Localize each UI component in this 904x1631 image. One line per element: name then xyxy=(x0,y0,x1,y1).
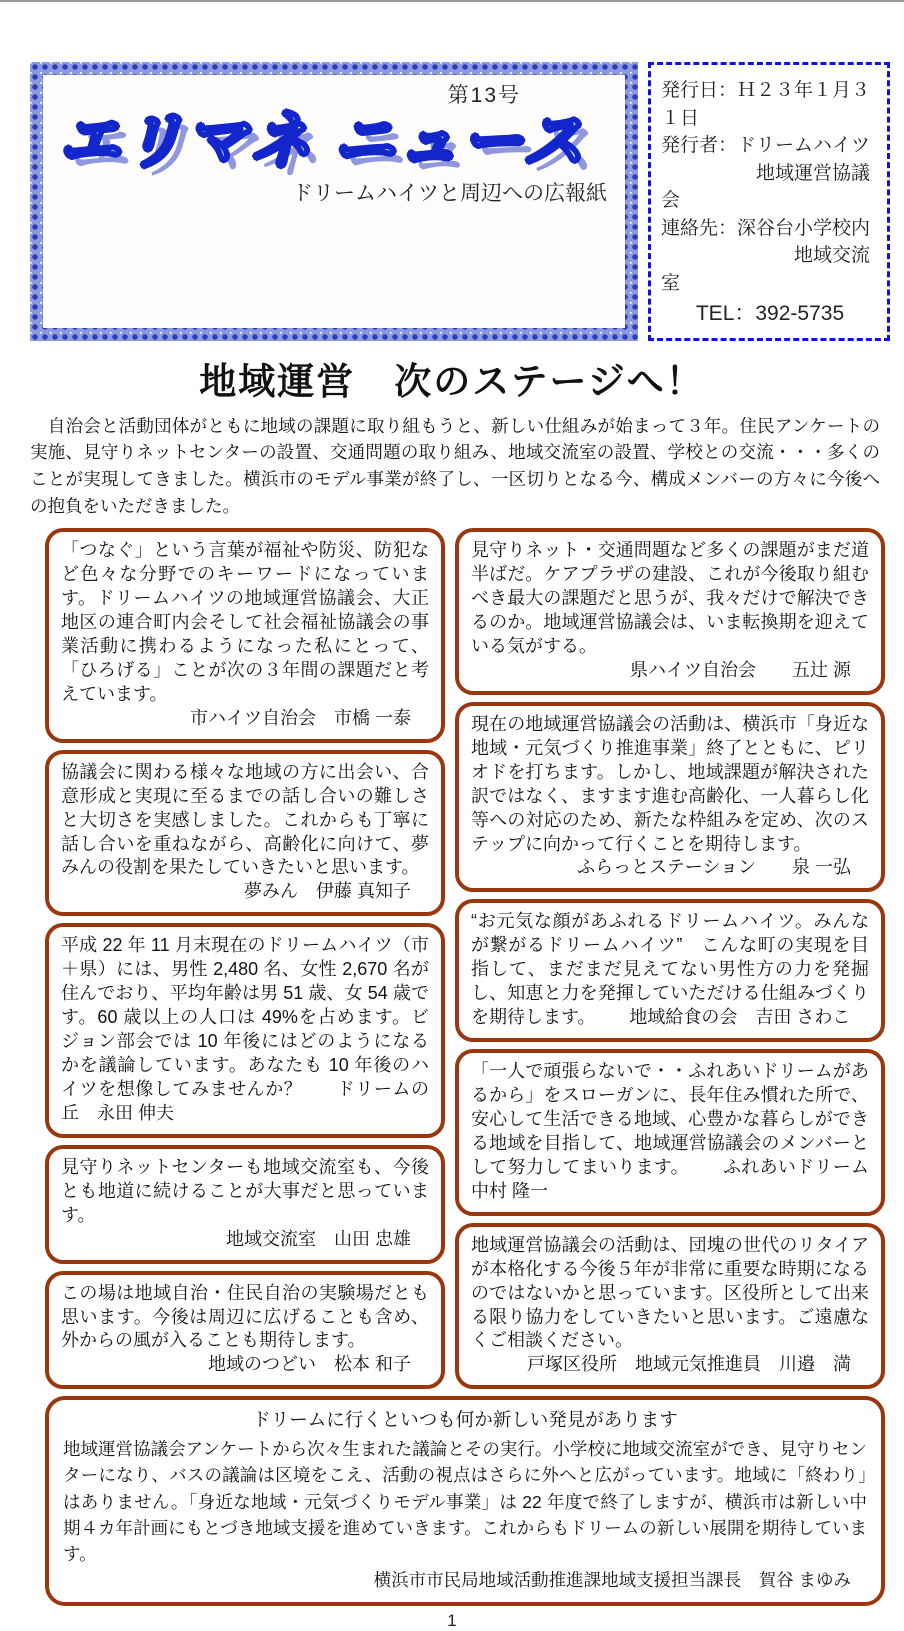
quote-box-yoshida xyxy=(455,899,885,1042)
info-line-issue-date: 発行日：Ｈ２３年１月３１日 xyxy=(661,80,871,129)
page-headline: 地域運営 次のステージへ！ xyxy=(199,360,705,402)
quote-text: 見守りネット・交通問題など多くの課題がまだ道半ばだ。ケアプラザの建設、これが今後取り組むべき最大の課題だと思うが、我々だけで解決できるのか。地域運営協議会は、いま転換期を迎えている気がする。 xyxy=(471,540,869,656)
page-number: 1 xyxy=(447,1610,457,1630)
quote-text: 「一人で頑張らないで・・ふれあいドリームがあるから」をスローガンに、長年住み慣れた所で、安心して生活できる地域、心豊かな暮らしができる地域を目指して、地域運営協議会のメンバーとして努力してまいります。 xyxy=(471,1061,869,1177)
quote-box-ichihashi xyxy=(45,528,445,743)
quote-box-nakamura xyxy=(455,1049,885,1216)
newsletter-page xyxy=(0,62,904,1630)
quote-signature: ふれあいドリーム 中村 隆一 xyxy=(471,1156,887,1201)
quote-text: 地域運営協議会の活動は、団塊の世代のリタイアが本格化する今後５年が非常に重要な時期になるのではないかと思っています。区役所として出来る限り協力をしていきたいと思います。ご遠慮なくご相談ください。 xyxy=(471,1234,869,1351)
bottom-article-title: ドリームに行くといつも何か新しい発見があります xyxy=(252,1409,678,1431)
info-line-publisher-2: 地域運営協議会 xyxy=(661,162,871,212)
info-line-publisher: 発行者：ドリームハイツ xyxy=(661,135,871,157)
quote-text: この場は地域自治・住民自治の実験場だとも思います。今後は周辺に広げることも含め、外からの風が入ることも期待します。 xyxy=(61,1282,429,1351)
bottom-article-box xyxy=(45,1396,885,1605)
quote-text: 平成 22 年 11 月末現在のドリームハイツ（市＋県）には、男性 2,480 名、女性 2,670 名が住んでおり、平均年齢は男 51 歳、女 54 歳です。60 歳以上の人口は 49%を占めます。ビジョン部会では 10 年後にはどのようになるかを議論しています。あなたも 10 年後のハイツを想像してみませんか？ xyxy=(61,935,429,1099)
quote-box-matsumoto xyxy=(45,1271,445,1390)
info-line-contact: 連絡先：深谷台小学校内 xyxy=(661,217,871,239)
quote-text: 「つなぐ」という言葉が福祉や防災、防犯など色々な分野でのキーワードになっています。ドリームハイツの地域運営協議会、大正地区の連合町内会そして社会福祉協議会の事業活動に携わるようになった私にとって、「ひろげる」ことが次の３年間の課題だと考えています。 xyxy=(61,540,429,704)
newsletter-title: エリマネ ニュース xyxy=(59,107,587,175)
intro-paragraph: 自治会と活動団体がともに地域の課題に取り組もうと、新しい仕組みが始まって３年。住民アンケートの実施、見守りネットセンターの設置、交通問題の取り組み、地域交流室の設置、学校との交流・・・多くのことが実現してきました。横浜市のモデル事業が終了し、一区切りとなる今、構成メンバーの方々に今後への抱負をいただきました。 xyxy=(30,415,880,516)
quote-signature: 市ハイツ自治会 市橋 一泰 xyxy=(190,707,411,728)
quote-text: 見守りネットセンターも地域交流室も、今後とも地道に続けることが大事だと思っています。 xyxy=(61,1156,429,1225)
info-line-contact-2: 地域交流室 xyxy=(661,245,871,294)
quote-box-yamada xyxy=(45,1145,445,1264)
title-banner xyxy=(30,62,638,341)
quote-columns xyxy=(45,528,885,1389)
quote-box-kawabe xyxy=(455,1223,885,1390)
right-column xyxy=(455,528,885,1389)
info-line-tel: TEL：392-5735 xyxy=(695,302,845,326)
quote-box-nagata xyxy=(45,923,445,1138)
quote-signature: 地域給食の会 吉田 さわこ xyxy=(629,1007,851,1028)
quote-box-izumi xyxy=(455,702,885,893)
issue-number: 第13号 xyxy=(447,84,521,107)
quote-signature: 戸塚区役所 地域元気推進員 川邉 満 xyxy=(527,1354,851,1375)
quote-signature: 県ハイツ自治会 五辻 源 xyxy=(630,659,851,680)
quote-signature: 地域交流室 山田 忠雄 xyxy=(226,1228,411,1249)
quote-text: 現在の地域運営協議会の活動は、横浜市「身近な地域・元気づくり推進事業」終了とともに、ピリオドを打ちます。しかし、地域課題が解決された訳ではなく、ますます進む高齢化、一人暮らし化等への対応のため、新たな枠組みを定め、次のステップに向かって行くことを期待します。 xyxy=(471,713,869,854)
bottom-article-text: 地域運営協議会アンケートから次々生まれた議論とその実行。小学校に地域交流室ができ、見守りセンターになり、バスの議論は区境をこえ、活動の視点はさらに外へと広がっています。地域に「終わり」はありません。「身近な地域・元気づくりモデル事業」は 22 年度で終了しますが、横浜市は新しい中期４カ年計画にもとづき地域支援を進めていきます。これからもドリームの新しい展開を期待しています。 xyxy=(63,1439,867,1565)
quote-signature: ドリームの丘 永田 伸夫 xyxy=(61,1078,429,1123)
newsletter-subtitle: ドリームハイツと周辺への広報紙 xyxy=(292,181,607,205)
quote-box-itsuji xyxy=(455,528,885,695)
quote-signature: 夢みん 伊藤 真知子 xyxy=(243,881,411,902)
quote-text: 協議会に関わる様々な地域の方に出会い、合意形成と実現に至るまでの話し合いの難しさと大切さを実感しました。これからも丁寧に話し合いを重ねながら、高齢化に向けて、夢みんの役割を果たしていきたいと思います。 xyxy=(61,761,429,878)
publication-info-box xyxy=(648,62,890,341)
header xyxy=(30,62,890,341)
quote-box-ito xyxy=(45,750,445,917)
quote-text: “お元気な顔があふれるドリームハイツ。みんなが繋がるドリームハイツ” こんな町の実現を目指して、まだまだ見えてない男性方の力を発掘し、知恵と力を発揮していただける仕組みづくりを期待します。 xyxy=(471,911,869,1028)
quote-signature: 地域のつどい 松本 和子 xyxy=(208,1354,411,1375)
bottom-article-signature: 横浜市市民局地域活動推進課地域支援担当課長 賀谷 まゆみ xyxy=(373,1570,851,1591)
quote-signature: ふらっとステーション 泉 一弘 xyxy=(577,857,851,878)
left-column xyxy=(45,528,445,1389)
title-banner-inner xyxy=(43,75,625,328)
